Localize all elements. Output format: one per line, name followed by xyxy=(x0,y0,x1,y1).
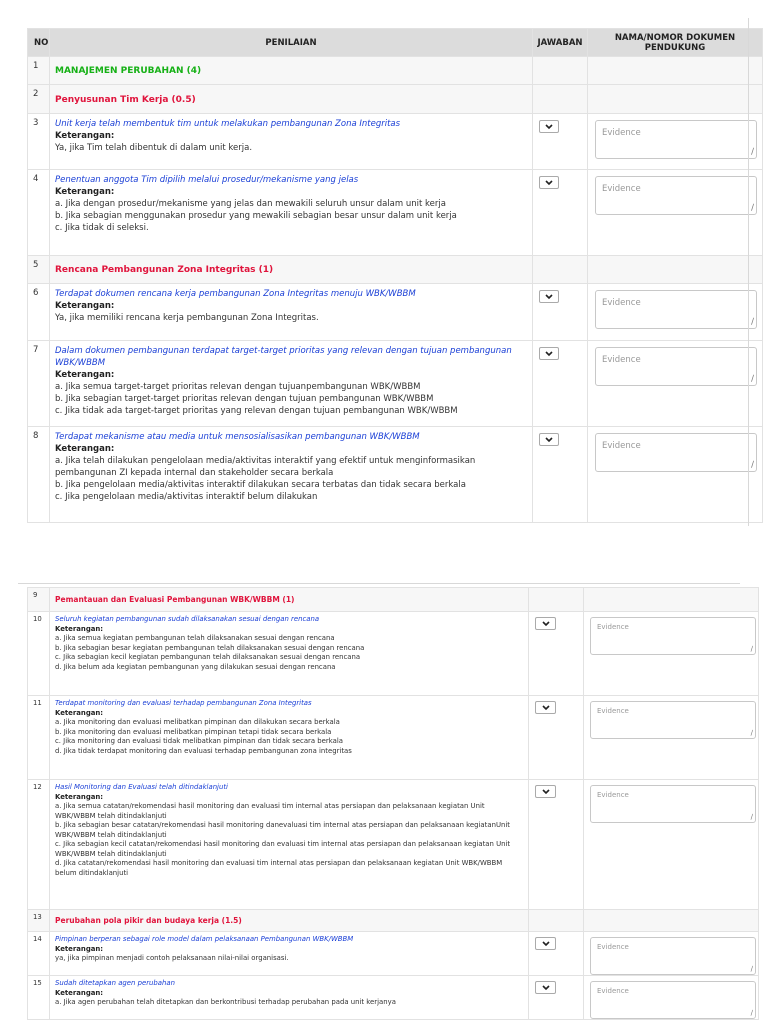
question-text: Terdapat monitoring dan evaluasi terhadap pembangunan Zona Integritas xyxy=(55,699,312,707)
question-cell xyxy=(50,341,533,427)
jawaban-cell xyxy=(533,256,588,284)
keterangan-line: c. Jika monitoring dan evaluasi tidak melibatkan pimpinan dan tidak secara berkala xyxy=(55,737,343,745)
dokumen-cell xyxy=(588,284,763,341)
keterangan-label: Keterangan: xyxy=(55,444,115,454)
keterangan-line: b. Jika pengelolaan media/aktivitas interaktif dilakukan secara terbatas dan tidak secara berkala xyxy=(55,480,466,490)
keterangan-line: a. Jika semua target-target prioritas relevan dengan tujuanpembangunan WBK/WBBM xyxy=(55,382,421,392)
row-number: 14 xyxy=(28,932,50,976)
jawaban-cell xyxy=(533,57,588,85)
chevron-down-icon xyxy=(536,786,555,797)
jawaban-select[interactable] xyxy=(539,290,559,303)
dokumen-cell xyxy=(588,114,763,170)
evidence-textarea[interactable] xyxy=(590,617,756,655)
evidence-textarea[interactable] xyxy=(590,937,756,975)
assessment-table-bottom xyxy=(27,587,759,1020)
keterangan-line: a. Jika monitoring dan evaluasi melibatkan pimpinan dan dilakukan secara berkala xyxy=(55,718,340,726)
evidence-placeholder: Evidence xyxy=(602,298,641,308)
chevron-down-icon xyxy=(536,618,555,629)
question-row xyxy=(28,612,759,696)
question-row xyxy=(28,976,759,1020)
row-number: 3 xyxy=(28,114,50,170)
jawaban-select[interactable] xyxy=(539,176,559,189)
keterangan-line: Ya, jika memiliki rencana kerja pembangunan Zona Integritas. xyxy=(55,313,319,323)
question-text: Unit kerja telah membentuk tim untuk melakukan pembangunan Zona Integritas xyxy=(55,119,401,129)
row-number: 13 xyxy=(28,910,50,932)
panel-top-border xyxy=(18,583,740,584)
row-number: 12 xyxy=(28,780,50,910)
evidence-textarea[interactable] xyxy=(590,981,756,1019)
section-title-text: Rencana Pembangunan Zona Integritas (1) xyxy=(55,265,274,275)
section-title xyxy=(50,256,533,284)
question-cell xyxy=(50,696,529,780)
chevron-down-icon xyxy=(536,982,555,993)
resize-grip-icon[interactable]: ∕ xyxy=(751,317,754,327)
resize-grip-icon[interactable]: ∕ xyxy=(751,147,754,157)
assessment-panel-top xyxy=(27,28,754,523)
dokumen-cell xyxy=(588,85,763,114)
jawaban-cell xyxy=(533,85,588,114)
section-row xyxy=(28,85,763,114)
question-row xyxy=(28,780,759,910)
resize-grip-icon[interactable]: ∕ xyxy=(750,645,753,653)
resize-grip-icon[interactable]: ∕ xyxy=(751,203,754,213)
section-title xyxy=(50,85,533,114)
question-row xyxy=(28,114,763,170)
keterangan-line: b. Jika sebagian target-target prioritas relevan dengan tujuan pembangunan WBK/WBBM xyxy=(55,394,434,404)
jawaban-cell xyxy=(529,612,584,696)
evidence-textarea[interactable] xyxy=(590,785,756,823)
keterangan-line: c. Jika sebagian kecil catatan/rekomendasi hasil monitoring dan evaluasi tim internal atas persiapan dan pelaksanaan kegiatan Unit WBK/WBBM telah ditindaklanjuti xyxy=(55,840,511,858)
jawaban-cell xyxy=(529,976,584,1020)
dokumen-cell xyxy=(584,932,759,976)
jawaban-select[interactable] xyxy=(535,785,556,798)
assessment-table-top xyxy=(27,28,763,523)
keterangan-line: c. Jika pengelolaan media/aktivitas interaktif belum dilakukan xyxy=(55,492,318,502)
row-number: 5 xyxy=(28,256,50,284)
keterangan-line: b. Jika monitoring dan evaluasi melibatkan pimpinan tetapi tidak secara berkala xyxy=(55,727,332,736)
jawaban-cell xyxy=(533,170,588,256)
evidence-placeholder: Evidence xyxy=(602,355,641,365)
resize-grip-icon[interactable]: ∕ xyxy=(751,374,754,384)
header-jawaban: JAWABAN xyxy=(533,29,588,57)
dokumen-cell xyxy=(588,427,763,523)
question-cell xyxy=(50,170,533,256)
keterangan-line: d. Jika tidak terdapat monitoring dan evaluasi terhadap pembangunan zona integritas xyxy=(55,746,352,755)
question-cell xyxy=(50,612,529,696)
keterangan-label: Keterangan: xyxy=(55,187,115,197)
keterangan-line: c. Jika tidak ada target-target prioritas yang relevan dengan tujuan pembangunan WBK/WBBM xyxy=(55,406,458,416)
row-number: 4 xyxy=(28,170,50,256)
dokumen-cell xyxy=(584,696,759,780)
section-title xyxy=(50,57,533,85)
header-no: NO xyxy=(28,29,50,57)
row-number: 7 xyxy=(28,341,50,427)
dokumen-cell xyxy=(584,976,759,1020)
section-row xyxy=(28,256,763,284)
question-row xyxy=(28,284,763,341)
question-text: Sudah ditetapkan agen perubahan xyxy=(55,979,175,987)
dokumen-cell xyxy=(588,341,763,427)
keterangan-line: d. Jika belum ada kegiatan pembangunan yang dilakukan sesuai dengan rencana xyxy=(55,662,336,671)
row-number: 1 xyxy=(28,57,50,85)
question-text: Terdapat dokumen rencana kerja pembangunan Zona Integritas menuju WBK/WBBM xyxy=(55,289,416,299)
jawaban-cell xyxy=(533,114,588,170)
section-title-text: Pemantauan dan Evaluasi Pembangunan WBK/WBBM (1) xyxy=(55,594,295,604)
question-row xyxy=(28,341,763,427)
keterangan-line: a. Jika semua catatan/rekomendasi hasil monitoring dan evaluasi tim internal atas persiapan dan pelaksanaan kegiatan Unit WBK/WBBM telah ditindaklanjuti xyxy=(55,802,485,820)
dokumen-cell xyxy=(584,910,759,932)
keterangan-label: Keterangan: xyxy=(55,944,104,953)
chevron-down-icon xyxy=(536,938,555,949)
table-body-bottom xyxy=(28,588,759,1020)
section-title xyxy=(50,588,529,612)
question-cell xyxy=(50,427,533,523)
evidence-textarea[interactable] xyxy=(595,347,757,386)
resize-grip-icon[interactable]: ∕ xyxy=(750,729,753,737)
chevron-down-icon xyxy=(540,348,558,359)
resize-grip-icon[interactable]: ∕ xyxy=(750,813,753,821)
jawaban-cell xyxy=(529,932,584,976)
keterangan-label: Keterangan: xyxy=(55,708,104,717)
jawaban-select[interactable] xyxy=(539,120,559,133)
jawaban-select[interactable] xyxy=(535,981,556,994)
keterangan-line: c. Jika sebagian kecil kegiatan pembangunan telah dilaksanakan sesuai dengan rencana xyxy=(55,653,361,661)
chevron-down-icon xyxy=(540,291,558,302)
keterangan-line: d. Jika catatan/rekomendasi hasil monitoring dan evaluasi tim internal atas persiapan dan pelaksanaan kegiatan Unit WBK/WBBM belum ditindaklanjuti xyxy=(55,859,503,877)
chevron-down-icon xyxy=(540,177,558,188)
evidence-textarea[interactable] xyxy=(590,701,756,739)
section-title-text: Penyusunan Tim Kerja (0.5) xyxy=(55,94,196,105)
table-body-top xyxy=(28,57,763,523)
keterangan-label: Keterangan: xyxy=(55,301,115,311)
chevron-down-icon xyxy=(540,434,558,445)
question-row xyxy=(28,696,759,780)
dokumen-cell xyxy=(584,612,759,696)
dokumen-cell xyxy=(584,780,759,910)
evidence-textarea[interactable] xyxy=(595,290,757,329)
evidence-placeholder: Evidence xyxy=(597,943,629,951)
keterangan-label: Keterangan: xyxy=(55,370,115,380)
question-cell xyxy=(50,976,529,1020)
dokumen-cell xyxy=(588,256,763,284)
header-penilaian: PENILAIAN xyxy=(50,29,533,57)
question-text: Dalam dokumen pembangunan terdapat target-target prioritas yang relevan dengan tujuan pembangunan WBK/WBBM xyxy=(55,346,512,368)
chevron-down-icon xyxy=(540,121,558,132)
jawaban-cell xyxy=(529,588,584,612)
dokumen-cell xyxy=(588,57,763,85)
section-title xyxy=(50,910,529,932)
row-number: 9 xyxy=(28,588,50,612)
assessment-panel-bottom xyxy=(27,587,753,1020)
evidence-placeholder: Evidence xyxy=(597,707,629,715)
evidence-textarea[interactable] xyxy=(595,176,757,215)
jawaban-cell xyxy=(529,910,584,932)
question-text: Terdapat mekanisme atau media untuk mensosialisasikan pembangunan WBK/WBBM xyxy=(55,432,420,442)
keterangan-line: b. Jika sebagian besar kegiatan pembangunan telah dilaksanakan sesuai dengan rencana xyxy=(55,643,365,652)
keterangan-line: a. Jika dengan prosedur/mekanisme yang jelas dan mewakili seluruh unsur dalam unit kerja xyxy=(55,199,446,209)
evidence-placeholder: Evidence xyxy=(597,623,629,631)
row-number: 15 xyxy=(28,976,50,1020)
jawaban-select[interactable] xyxy=(535,617,556,630)
question-text: Penentuan anggota Tim dipilih melalui prosedur/mekanisme yang jelas xyxy=(55,175,359,185)
row-number: 6 xyxy=(28,284,50,341)
question-row xyxy=(28,932,759,976)
jawaban-select[interactable] xyxy=(535,937,556,950)
jawaban-cell xyxy=(533,284,588,341)
evidence-placeholder: Evidence xyxy=(597,987,629,995)
keterangan-line: b. Jika sebagian menggunakan prosedur yang mewakili sebagian besar unsur dalam unit kerja xyxy=(55,211,457,221)
question-cell xyxy=(50,114,533,170)
row-number: 2 xyxy=(28,85,50,114)
keterangan-line: c. Jika tidak di seleksi. xyxy=(55,223,149,233)
section-title-text: MANAJEMEN PERUBAHAN (4) xyxy=(55,66,202,76)
evidence-placeholder: Evidence xyxy=(602,441,641,451)
jawaban-cell xyxy=(533,427,588,523)
row-number: 8 xyxy=(28,427,50,523)
keterangan-line: a. Jika agen perubahan telah ditetapkan dan berkontribusi terhadap perubahan pada unit kerjanya xyxy=(55,998,396,1006)
evidence-placeholder: Evidence xyxy=(597,791,629,799)
row-number: 11 xyxy=(28,696,50,780)
jawaban-cell xyxy=(529,696,584,780)
jawaban-cell xyxy=(529,780,584,910)
keterangan-line: b. Jika sebagian besar catatan/rekomendasi hasil monitoring danevaluasi tim internal atas persiapan dan pelaksanaan kegiatanUnit WBK/WBBM telah ditindaklanjuti xyxy=(55,821,510,839)
header-dokumen: NAMA/NOMOR DOKUMEN PENDUKUNG xyxy=(588,29,763,57)
question-text: Pimpinan berperan sebagai role model dalam pelaksanaan Pembangunan WBK/WBBM xyxy=(55,935,354,943)
jawaban-select[interactable] xyxy=(539,433,559,446)
section-row xyxy=(28,910,759,932)
keterangan-label: Keterangan: xyxy=(55,624,104,633)
chevron-down-icon xyxy=(536,702,555,713)
resize-grip-icon[interactable]: ∕ xyxy=(750,1009,753,1017)
keterangan-line: a. Jika telah dilakukan pengelolaan media/aktivitas interaktif yang efektif untuk menginformasikan pembangunan ZI kepada internal dan stakeholder secara berkala xyxy=(55,456,476,478)
keterangan-label: Keterangan: xyxy=(55,792,104,801)
keterangan-line: a. Jika semua kegiatan pembangunan telah dilaksanakan sesuai dengan rencana xyxy=(55,634,335,642)
question-cell xyxy=(50,932,529,976)
section-row xyxy=(28,57,763,85)
question-row xyxy=(28,170,763,256)
question-cell xyxy=(50,780,529,910)
dokumen-cell xyxy=(584,588,759,612)
question-row xyxy=(28,427,763,523)
question-cell xyxy=(50,284,533,341)
resize-grip-icon[interactable]: ∕ xyxy=(751,460,754,470)
section-title-text: Perubahan pola pikir dan budaya kerja (1.5) xyxy=(55,915,242,925)
keterangan-line: Ya, jika Tim telah dibentuk di dalam unit kerja. xyxy=(55,143,253,153)
evidence-placeholder: Evidence xyxy=(602,128,641,138)
keterangan-label: Keterangan: xyxy=(55,131,115,141)
dokumen-cell xyxy=(588,170,763,256)
resize-grip-icon[interactable]: ∕ xyxy=(750,965,753,973)
section-row xyxy=(28,588,759,612)
keterangan-line: ya, jika pimpinan menjadi contoh pelaksanaan nilai-nilai organisasi. xyxy=(55,954,289,962)
question-text: Seluruh kegiatan pembangunan sudah dilaksanakan sesuai dengan rencana xyxy=(55,615,320,623)
evidence-textarea[interactable] xyxy=(595,433,757,472)
question-text: Hasil Monitoring dan Evaluasi telah ditindaklanjuti xyxy=(55,783,228,791)
jawaban-select[interactable] xyxy=(535,701,556,714)
jawaban-cell xyxy=(533,341,588,427)
evidence-textarea[interactable] xyxy=(595,120,757,159)
panel-divider xyxy=(748,18,749,526)
row-number: 10 xyxy=(28,612,50,696)
keterangan-label: Keterangan: xyxy=(55,988,104,997)
evidence-placeholder: Evidence xyxy=(602,184,641,194)
jawaban-select[interactable] xyxy=(539,347,559,360)
